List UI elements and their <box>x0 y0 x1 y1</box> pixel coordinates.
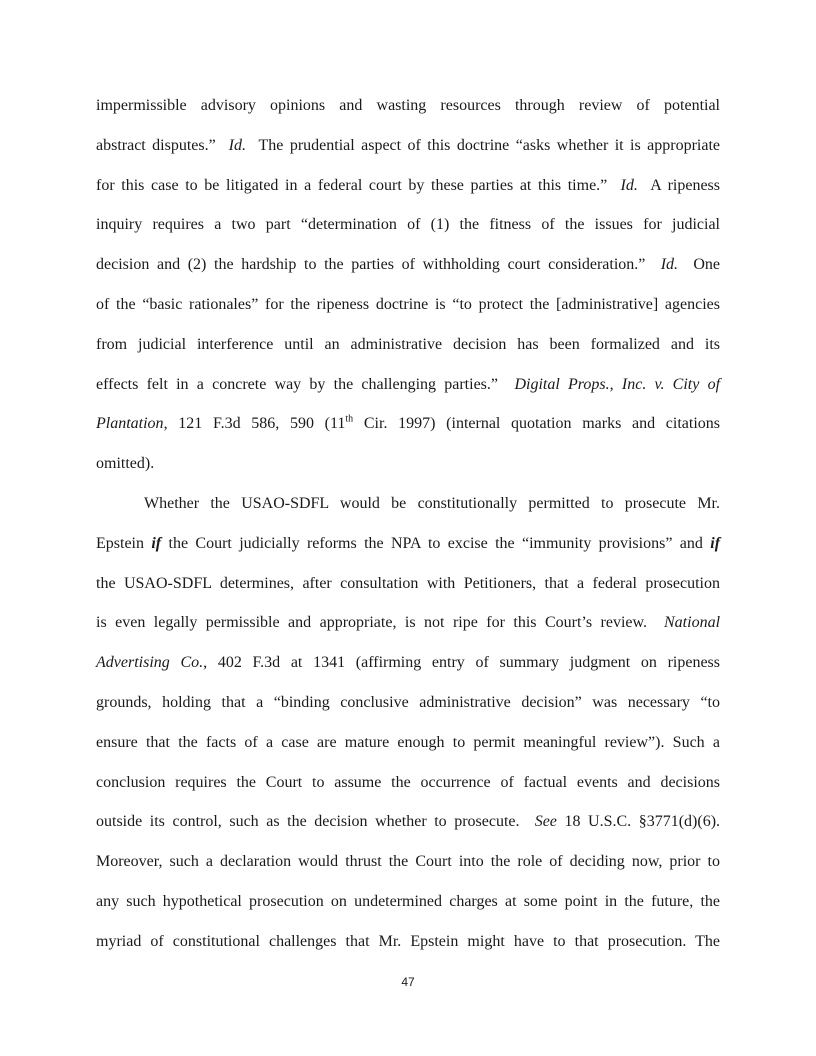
text-line: of the “basic rationales” for the ripeness doctrine is “to protect the [administrative] agencies <box>96 295 720 313</box>
text-line: Whether the USAO-SDFL would be constitutionally permitted to prosecute Mr. <box>144 494 720 512</box>
text-line: omitted). <box>96 455 155 473</box>
text-line: impermissible advisory opinions and wasting resources through review of potential <box>96 97 720 114</box>
case-name-citation: Digital Props., Inc. v. City of <box>514 375 721 393</box>
text-line: any such hypothetical prosecution on undetermined charges at some point in the future, the <box>96 892 720 910</box>
text-line: Plantation, 121 F.3d 586, 590 (11th Cir. 1997) (internal quotation marks and citations <box>96 414 721 433</box>
emphasis-if: if <box>710 534 721 552</box>
text-line: abstract disputes.” Id. The prudential aspect of this doctrine “asks whether it is appropriate <box>96 136 721 154</box>
text-line: grounds, holding that a “binding conclusive administrative decision” was necessary “to <box>96 693 720 711</box>
citation-id: Id. <box>620 176 638 194</box>
text-line: for this case to be litigated in a federal court by these parties at this time.” Id. A ripeness <box>96 176 720 194</box>
text-line: conclusion requires the Court to assume the occurrence of factual events and decisions <box>96 773 720 791</box>
paragraph-ripeness-doctrine <box>96 86 720 484</box>
case-name-citation: National <box>664 614 721 632</box>
signal-see: See <box>534 813 557 831</box>
case-name-citation: Advertising Co. <box>96 654 204 672</box>
text-line: decision and (2) the hardship to the parties of withholding court consideration.” Id. One <box>96 256 721 274</box>
text-line: Moreover, such a declaration would thrust the Court into the role of deciding now, prior to <box>96 853 720 871</box>
text-line: from judicial interference until an administrative decision has been formalized and its <box>96 335 720 353</box>
text-line: Advertising Co., 402 F.3d at 1341 (affirming entry of summary judgment on ripeness <box>96 654 721 672</box>
page-number: 47 <box>401 975 415 989</box>
text-line: is even legally permissible and appropriate, is not ripe for this Court’s review. National <box>96 614 721 632</box>
ordinal-superscript: th <box>345 414 354 426</box>
body-text <box>96 86 720 962</box>
emphasis-if: if <box>151 534 162 552</box>
citation-id: Id. <box>228 136 246 154</box>
text-line: effects felt in a concrete way by the challenging parties.” Digital Props., Inc. v. City of <box>96 375 721 393</box>
case-name-citation: Plantation <box>96 415 164 433</box>
text-line: outside its control, such as the decision whether to prosecute. See 18 U.S.C. §3771(d)(6). <box>96 813 721 831</box>
text-line: inquiry requires a two part “determination of (1) the fitness of the issues for judicial <box>96 216 720 234</box>
paragraph-prosecution-ripeness <box>96 484 720 962</box>
text-line: Epstein if the Court judicially reforms the NPA to excise the “immunity provisions” and if <box>96 534 721 552</box>
text-line: ensure that the facts of a case are mature enough to permit meaningful review”). Such a <box>96 733 720 751</box>
text-line: the USAO-SDFL determines, after consultation with Petitioners, that a federal prosecution <box>96 574 720 592</box>
citation-id: Id. <box>660 256 679 274</box>
text-line: myriad of constitutional challenges that Mr. Epstein might have to that prosecution. The <box>96 932 720 950</box>
